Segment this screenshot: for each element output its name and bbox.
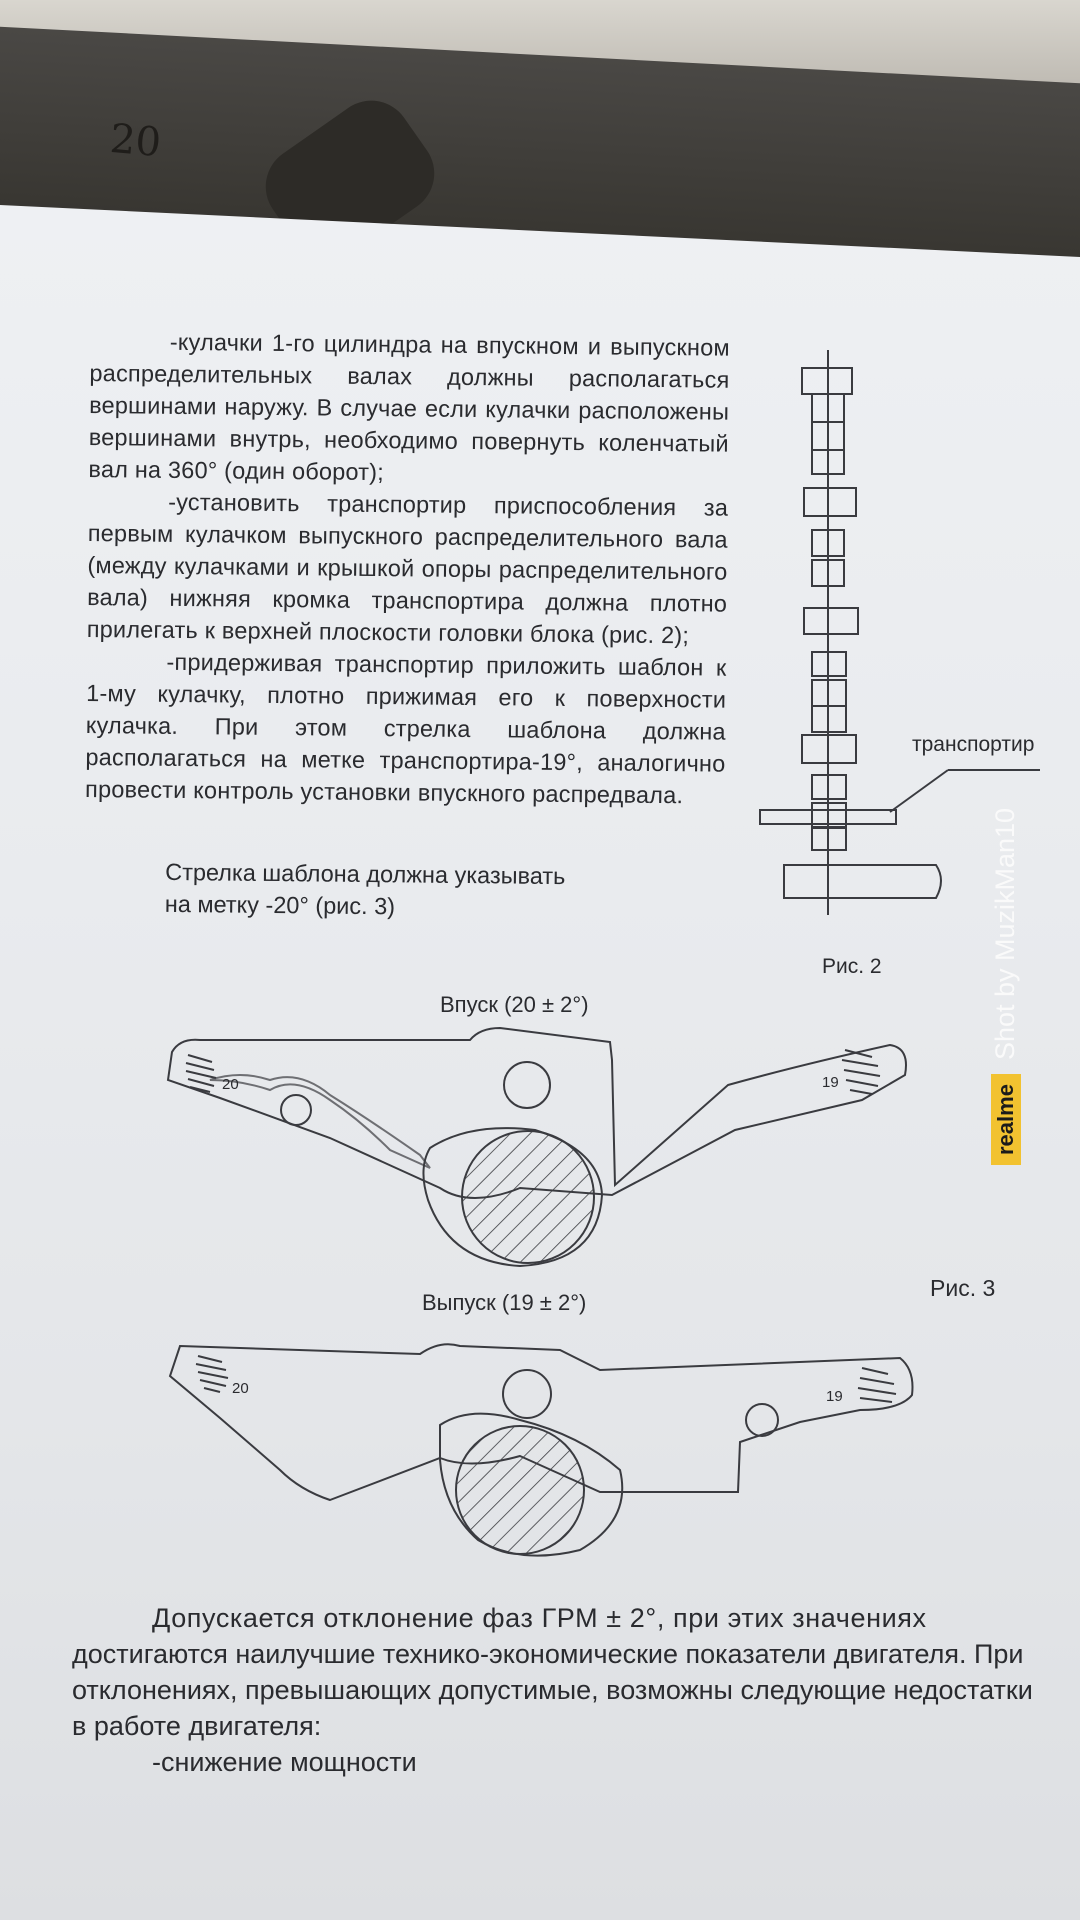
paragraph-protractor: -установить транспортир приспособления за первым кулачком выпускного распределительного вала (между кулачками и крышкой опоры распределительного вала) нижняя кромка транспортира должна плотно прилегать к верхней плоскости головки блока (рис. 2); bbox=[86, 488, 729, 649]
exhaust-right-scale bbox=[858, 1368, 896, 1402]
camera-watermark bbox=[990, 808, 1021, 1165]
exhaust-mark-20: 20 bbox=[232, 1380, 249, 1397]
exhaust-left-scale bbox=[196, 1356, 228, 1392]
protractor-callout: транспортир bbox=[912, 733, 1035, 756]
paragraph-cams: -кулачки 1-го цилиндра на впускном и выпускном распределительных валах должны располагаться вершинами наружу. В случае если кулачки расположены вершинами внутрь, необходимо повернуть коленчатый вал на 360° (один оборот); bbox=[88, 328, 730, 486]
tolerance-text bbox=[72, 1600, 1080, 1780]
brand-badge: realme bbox=[991, 1074, 1021, 1165]
exhaust-mark-19: 19 bbox=[826, 1388, 843, 1405]
intake-mark-19: 19 bbox=[822, 1074, 839, 1091]
exhaust-title: Выпуск (19 ± 2°) bbox=[422, 1290, 587, 1315]
figure-3-caption: Рис. 3 bbox=[930, 1275, 996, 1301]
pointer-note-line-2: на метку -20° (рис. 3) bbox=[164, 890, 396, 920]
intake-template bbox=[168, 1028, 906, 1266]
watermark-text: Shot by MuzikMan10 bbox=[990, 807, 1020, 1061]
exhaust-template bbox=[170, 1344, 913, 1555]
tolerance-line-5: -снижение мощности bbox=[152, 1747, 417, 1777]
paragraph-template: -придерживая транспортир приложить шаблон к 1-му кулачку, плотно прижимая его к поверхности кулачка. При этом стрелка шаблона должна располагаться на метке транспортира-19°, аналогично провести контроль установки впускного распредвала. bbox=[85, 648, 727, 809]
tolerance-line-4: в работе двигателя: bbox=[72, 1711, 322, 1741]
tolerance-line-2: достигаются наилучшие технико-экономические показатели двигателя. При bbox=[72, 1639, 1024, 1669]
figure-2-caption: Рис. 2 bbox=[822, 955, 882, 978]
intake-title: Впуск (20 ± 2°) bbox=[440, 992, 589, 1017]
intake-left-scale bbox=[186, 1055, 216, 1092]
pointer-note-line-1: Стрелка шаблона должна указывать bbox=[165, 858, 566, 890]
tolerance-line-1: Допускается отклонение фаз ГРМ ± 2°, при этих значениях bbox=[152, 1603, 927, 1633]
intake-mark-20: 20 bbox=[222, 1076, 239, 1093]
intake-right-scale bbox=[842, 1050, 880, 1094]
caliper-scale-mark: 20 bbox=[108, 115, 163, 167]
tolerance-line-3: отклонениях, превышающих допустимые, возможны следующие недостатки bbox=[72, 1675, 1033, 1705]
